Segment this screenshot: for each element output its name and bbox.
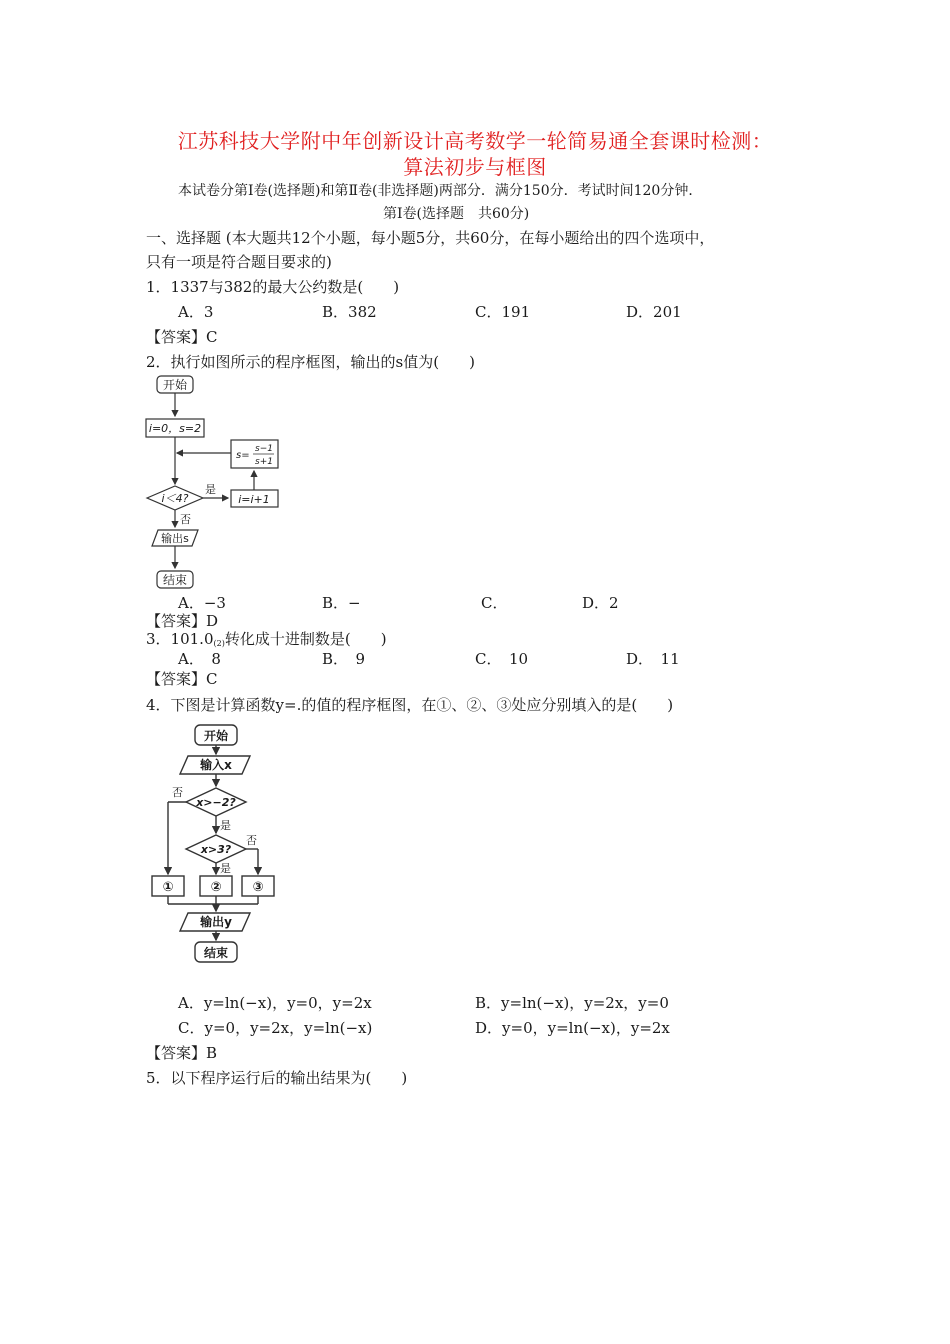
q2-start-label: 开始 bbox=[162, 378, 188, 392]
q3-option-a: A． 8 bbox=[178, 650, 221, 668]
q2-end-label: 结束 bbox=[162, 573, 188, 587]
q2-init-label: i=0，s=2 bbox=[148, 422, 202, 435]
q2-no-label: 否 bbox=[180, 513, 191, 526]
q2-option-b: B．− bbox=[322, 594, 361, 612]
q4-box3-label: ③ bbox=[252, 880, 264, 895]
q4-option-d: D．y=0，y=ln(−x)，y=2x bbox=[475, 1019, 670, 1037]
q4-yes2-label: 是 bbox=[220, 862, 231, 875]
doc-title-line2: 算法初步与框图 bbox=[403, 155, 547, 179]
q3-option-c: C． 10 bbox=[475, 650, 529, 668]
part1-heading: 第Ⅰ卷(选择题 共60分) bbox=[383, 206, 530, 222]
q4-output-label: 输出y bbox=[200, 915, 232, 929]
q4-option-c: C．y=0，y=2x，y=ln(−x) bbox=[178, 1019, 373, 1037]
q4-box1-label: ① bbox=[162, 880, 174, 895]
q3-stem-base: (2) bbox=[213, 639, 225, 648]
q4-input-label: 输入x bbox=[200, 758, 232, 772]
q3-answer: 【答案】C bbox=[146, 670, 218, 688]
q3-option-d: D． 11 bbox=[626, 650, 680, 668]
q4-stem: 4．下图是计算函数y=.的值的程序框图，在①、②、③处应分别填入的是( ) bbox=[146, 696, 674, 714]
q5-stem: 5．以下程序运行后的输出结果为( ) bbox=[146, 1069, 408, 1087]
q3-stem-rest: 转化成十进制数是( ) bbox=[224, 630, 387, 648]
q4-box2-label: ② bbox=[210, 880, 222, 895]
q2-option-a: A．−3 bbox=[178, 594, 226, 612]
q2-cond-label: i＜4? bbox=[161, 492, 189, 505]
section1-line1: 一、选择题 (本大题共12个小题，每小题5分，共60分，在每小题给出的四个选项中， bbox=[146, 229, 715, 247]
q1-option-d: D．201 bbox=[626, 303, 682, 321]
q4-end-label: 结束 bbox=[203, 946, 229, 960]
q2-inc-label: i=i+1 bbox=[238, 493, 270, 506]
q3-stem-number: 3．101.0 bbox=[146, 630, 214, 648]
q1-option-b: B．382 bbox=[322, 303, 377, 321]
q4-yes1-label: 是 bbox=[220, 819, 231, 832]
q4-option-b: B．y=ln(−x)，y=2x，y=0 bbox=[475, 994, 669, 1012]
q4-cond2-label: x>3? bbox=[200, 843, 232, 856]
q1-answer: 【答案】C bbox=[146, 328, 218, 346]
q1-option-a: A．3 bbox=[178, 303, 214, 321]
q4-no1-label: 否 bbox=[172, 786, 183, 799]
q2-output-label: 输出s bbox=[161, 532, 189, 545]
q4-option-a: A．y=ln(−x)，y=0，y=2x bbox=[178, 994, 372, 1012]
q2-yes-label: 是 bbox=[205, 483, 216, 496]
q1-stem: 1．1337与382的最大公约数是( ) bbox=[146, 278, 400, 296]
q4-answer: 【答案】B bbox=[146, 1044, 218, 1062]
section1-line2: 只有一项是符合题目要求的) bbox=[146, 253, 332, 271]
q2-frac-num: s−1 bbox=[255, 444, 273, 454]
q2-frac-den: s+1 bbox=[255, 457, 273, 467]
q4-start-label: 开始 bbox=[203, 729, 229, 743]
q2-option-c: C． bbox=[481, 594, 508, 612]
q2-answer: 【答案】D bbox=[146, 612, 219, 630]
q3-option-b: B． 9 bbox=[322, 650, 366, 668]
q2-stem: 2．执行如图所示的程序框图，输出的s值为( ) bbox=[146, 353, 475, 371]
q4-cond1-label: x>−2? bbox=[196, 796, 236, 809]
intro-text: 本试卷分第Ⅰ卷(选择题)和第Ⅱ卷(非选择题)两部分．满分150分．考试时间120分钟． bbox=[178, 183, 703, 199]
q2-assign-label: s= bbox=[236, 450, 250, 461]
doc-title-line1: 江苏科技大学附中年创新设计高考数学一轮简易通全套课时检测： bbox=[177, 129, 773, 153]
q4-no2-label: 否 bbox=[246, 834, 257, 847]
q2-option-d: D．2 bbox=[582, 594, 619, 612]
q1-option-c: C．191 bbox=[475, 303, 531, 321]
